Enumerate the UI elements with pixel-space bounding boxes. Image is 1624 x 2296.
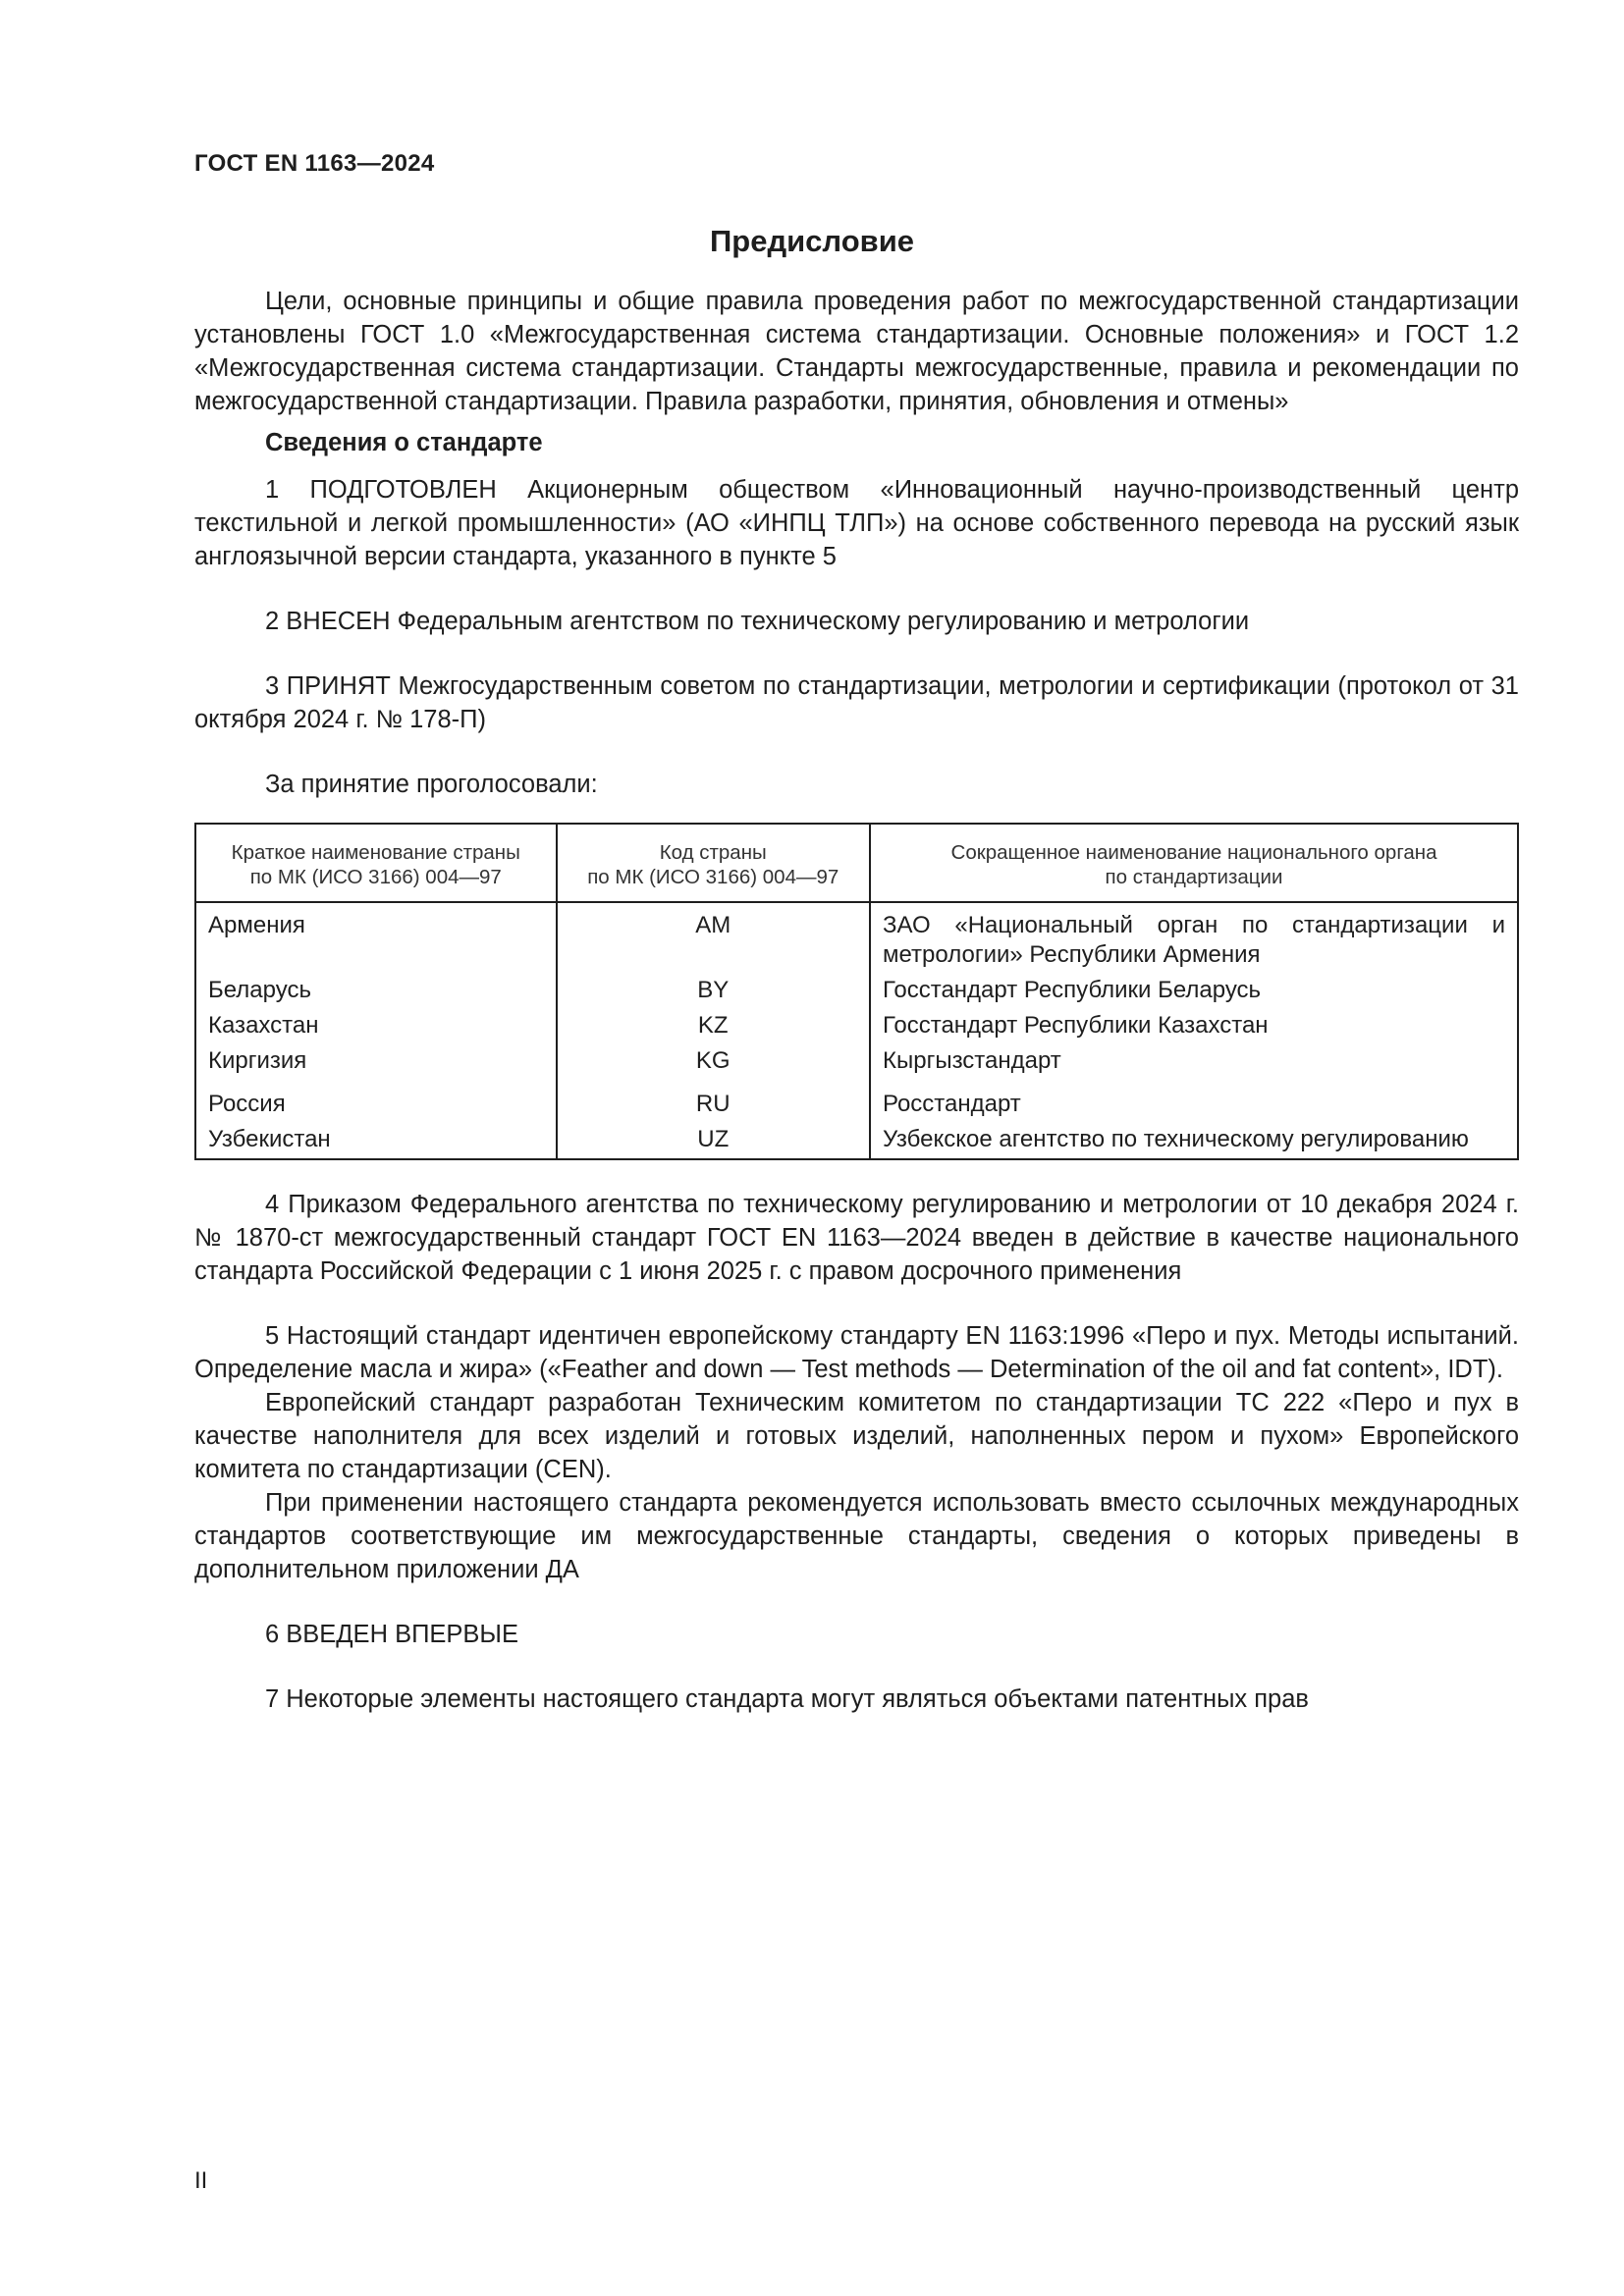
header-code: [557, 824, 870, 902]
header-organ-line-2: по стандартизации: [1105, 866, 1283, 888]
document-body: [194, 285, 1519, 1716]
cell-country: Беларусь: [195, 972, 557, 1007]
section-subheading: Сведения о стандарте: [265, 429, 543, 456]
cell-code: UZ: [557, 1121, 870, 1159]
item-5-european-paragraph: Европейский стандарт разработан Техническим комитетом по стандартизации TC 222 «Перо и пух в качестве наполнителя для всех изделий и готовых изделий, наполненных пером и пухом» Европейского комитета по стандартизации (CEN).: [194, 1389, 1519, 1483]
cell-country: Киргизия: [195, 1042, 557, 1078]
cell-code: BY: [557, 972, 870, 1007]
header-organ-line-1: Сокращенное наименование национального органа: [950, 841, 1437, 864]
item-5-application-paragraph: При применении настоящего стандарта рекомендуется использовать вместо ссылочных международных стандартов соответствующие им межгосударственные стандарты, сведения о которых приведены в дополнительном приложении ДА: [194, 1489, 1519, 1583]
header-code-line-2: по МК (ИСО 3166) 004—97: [587, 866, 839, 888]
cell-code: RU: [557, 1078, 870, 1121]
item-1-paragraph: 1 ПОДГОТОВЛЕН Акционерным обществом «Инновационный научно-производственный центр текстильной и легкой промышленности» (АО «ИНПЦ ТЛП») на основе собственного перевода на русский язык англоязычной версии стандарта, указанного в пункте 5: [194, 476, 1519, 570]
cell-country: Армения: [195, 902, 557, 972]
table-row: [195, 1121, 1518, 1159]
page-title: Предисловие: [709, 224, 914, 258]
header-organ: [870, 824, 1518, 902]
cell-organ: Узбекское агентство по техническому регулированию: [870, 1121, 1518, 1159]
cell-country: Узбекистан: [195, 1121, 557, 1159]
item-5-paragraph: 5 Настоящий стандарт идентичен европейскому стандарту EN 1163:1996 «Перо и пух. Методы испытаний. Определение масла и жира» («Feather and down — Test methods — Determination of the oil and fat content», IDT).: [194, 1322, 1519, 1383]
item-4-paragraph: 4 Приказом Федерального агентства по техническому регулированию и метрологии от 10 декабря 2024 г. № 1870-ст межгосударственный стандарт ГОСТ EN 1163—2024 введен в действие в качестве национального стандарта Российской Федерации с 1 июня 2025 г. с правом досрочного применения: [194, 1191, 1519, 1285]
cell-organ: Росстандарт: [870, 1078, 1518, 1121]
table-row: [195, 972, 1518, 1007]
cell-country: Казахстан: [195, 1007, 557, 1042]
standard-code-header: ГОСТ EN 1163—2024: [194, 150, 435, 177]
cell-organ: Госстандарт Республики Казахстан: [870, 1007, 1518, 1042]
header-country: [195, 824, 557, 902]
intro-paragraph: Цели, основные принципы и общие правила проведения работ по межгосударственной стандартизации установлены ГОСТ 1.0 «Межгосударственная система стандартизации. Основные положения» и ГОСТ 1.2 «Межгосударственная система стандартизации. Стандарты межгосударственные, правила и рекомендации по межгосударственной стандартизации. Правила разработки, принятия, обновления и отмены»: [194, 288, 1519, 415]
header-code-line-1: Код страны: [659, 841, 767, 864]
cell-organ: ЗАО «Национальный орган по стандартизации и метрологии» Республики Армения: [870, 902, 1518, 972]
cell-country: Россия: [195, 1078, 557, 1121]
header-country-line-1: Краткое наименование страны: [231, 841, 520, 864]
cell-organ: Госстандарт Республики Беларусь: [870, 972, 1518, 1007]
table-row: [195, 902, 1518, 972]
table-row: [195, 1042, 1518, 1078]
item-3-paragraph: 3 ПРИНЯТ Межгосударственным советом по стандартизации, метрологии и сертификации (протокол от 31 октября 2024 г. № 178-П): [194, 672, 1519, 733]
table-header-row: [195, 824, 1518, 902]
table-row: [195, 1078, 1518, 1121]
page-number: II: [194, 2167, 208, 2194]
table-row: [195, 1007, 1518, 1042]
item-6-paragraph: 6 ВВЕДЕН ВПЕРВЫЕ: [265, 1621, 519, 1648]
item-7-paragraph: 7 Некоторые элементы настоящего стандарта могут являться объектами патентных прав: [265, 1685, 1309, 1713]
voting-countries-table: [194, 823, 1519, 1160]
cell-code: AM: [557, 902, 870, 972]
item-2-paragraph: 2 ВНЕСЕН Федеральным агентством по техническому регулированию и метрологии: [265, 608, 1250, 635]
header-country-line-2: по МК (ИСО 3166) 004—97: [249, 866, 502, 888]
cell-code: KZ: [557, 1007, 870, 1042]
vote-paragraph: За принятие проголосовали:: [265, 771, 598, 798]
cell-code: KG: [557, 1042, 870, 1078]
cell-organ: Кыргызстандарт: [870, 1042, 1518, 1078]
